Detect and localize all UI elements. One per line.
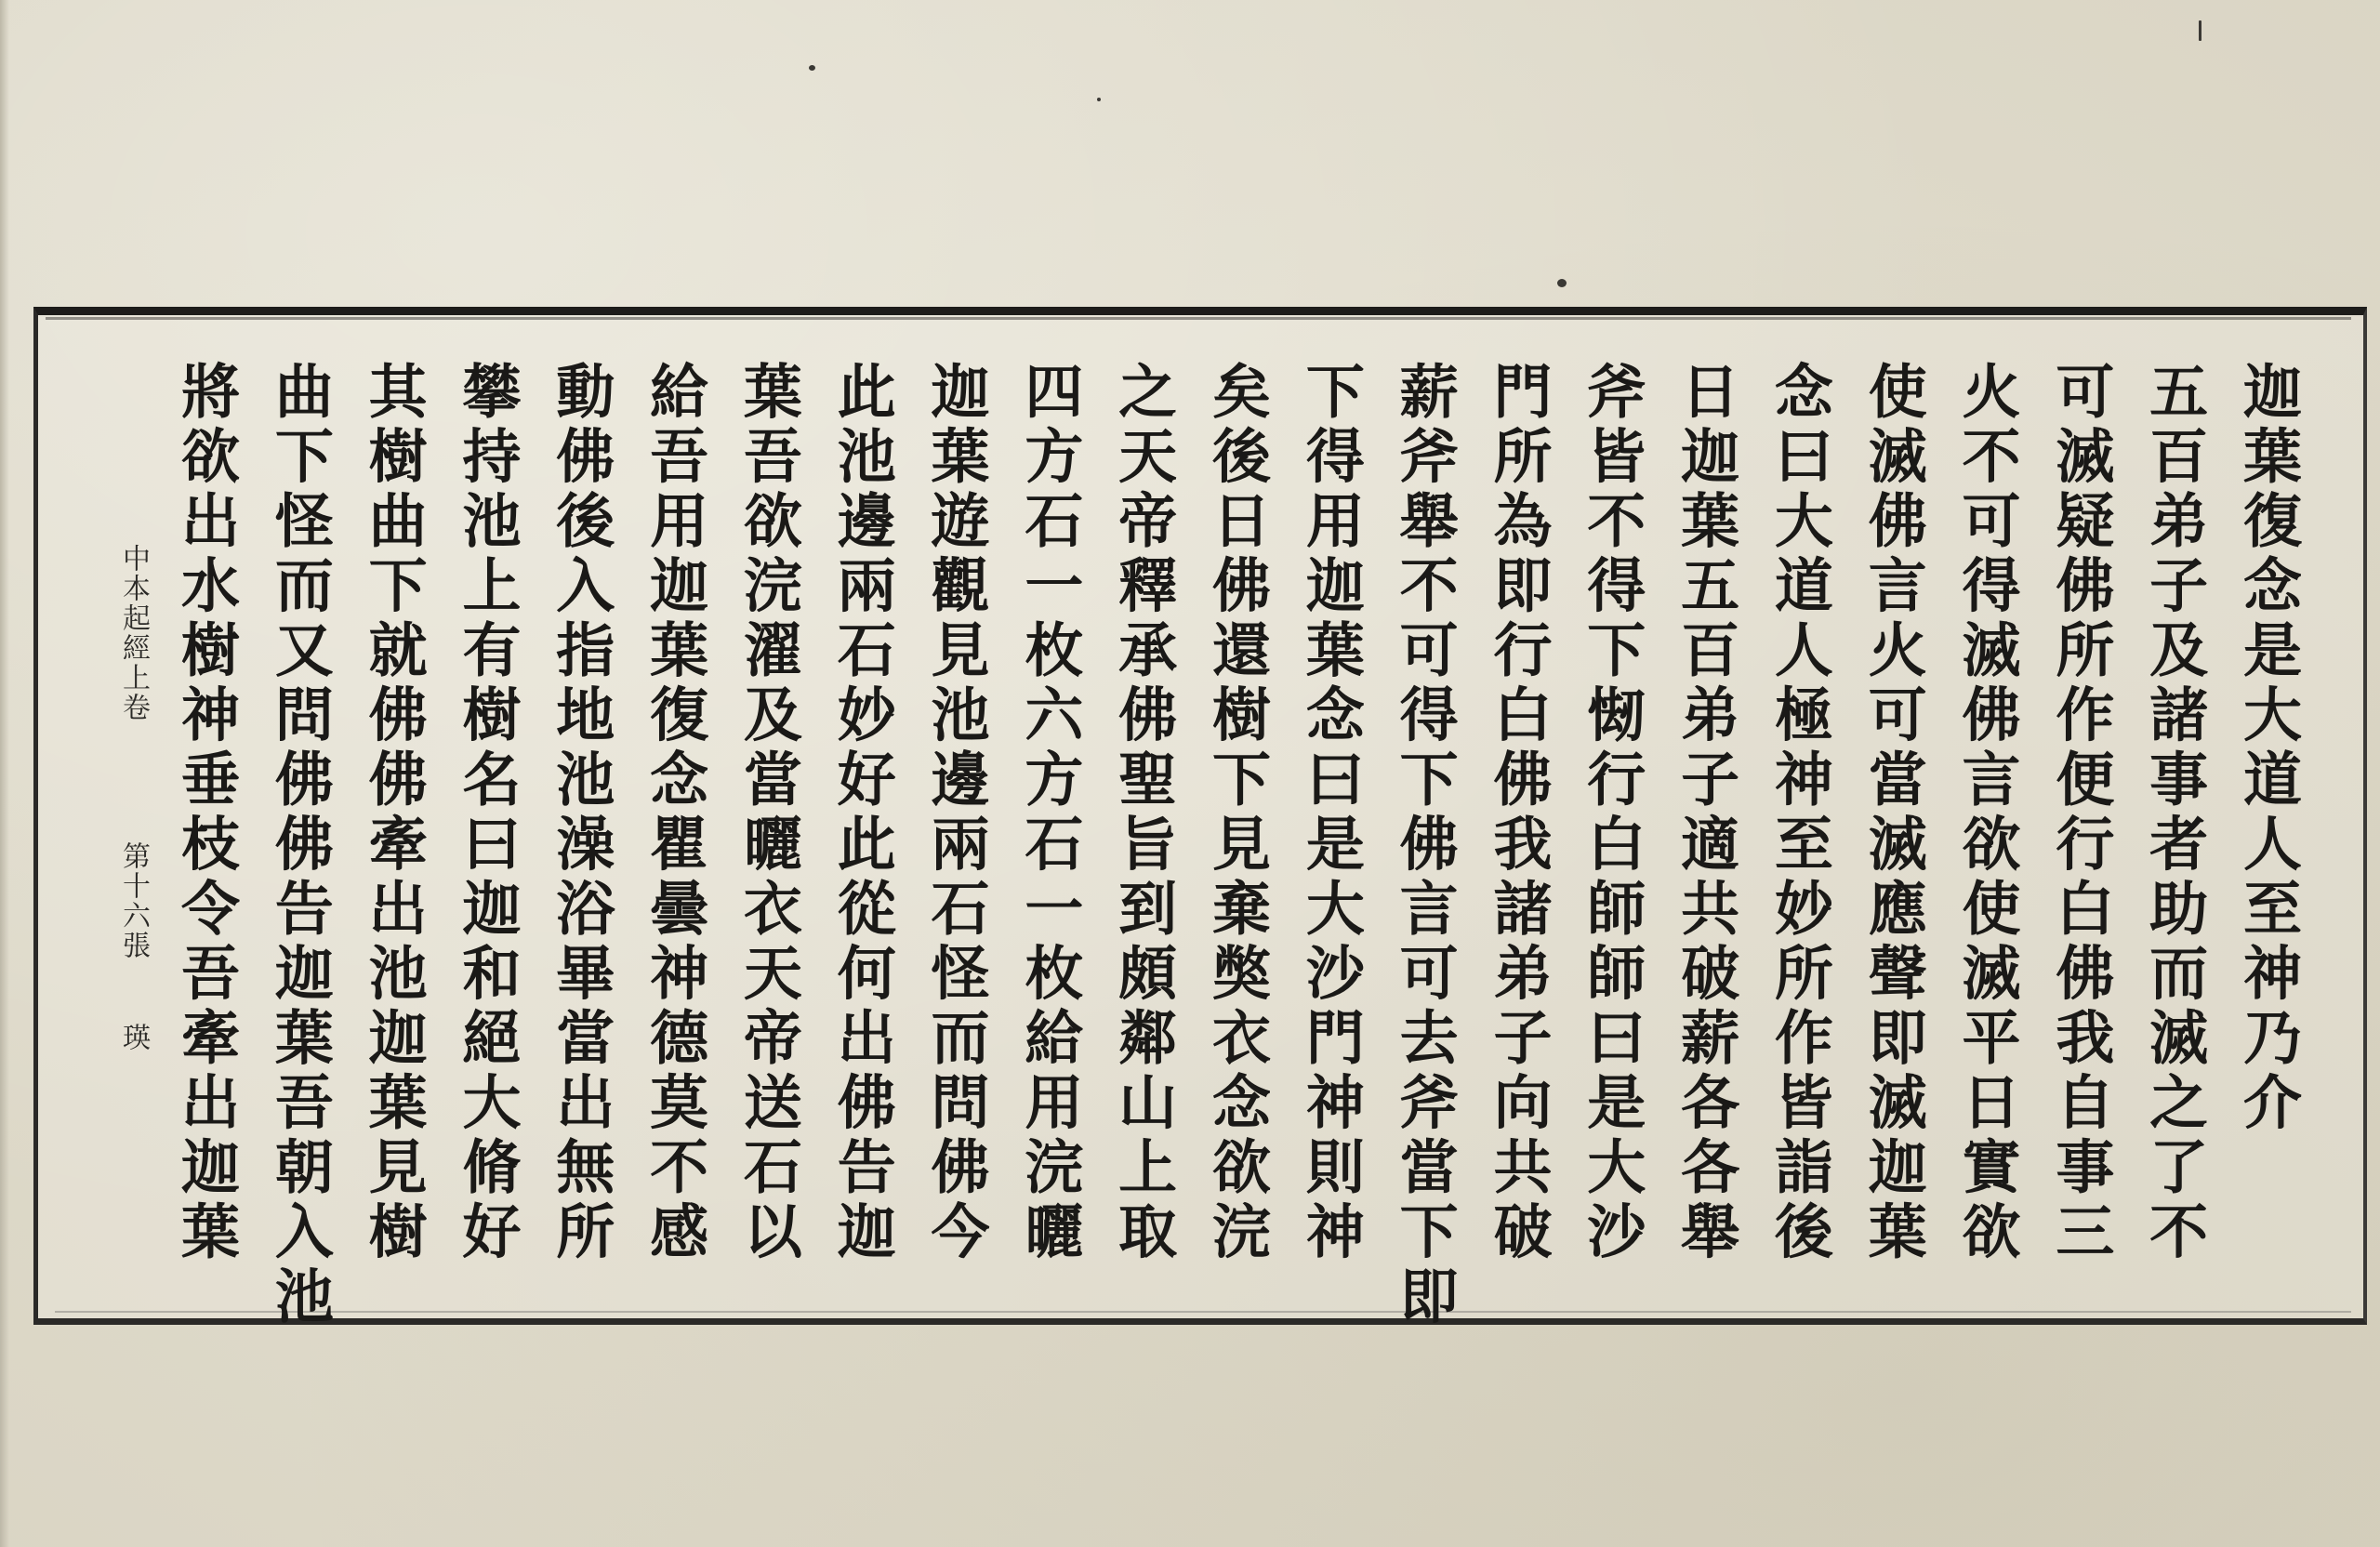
ink-speck <box>1557 279 1567 287</box>
text-column: 迦葉遊觀見池邊兩石怪而問佛今 <box>921 361 991 1265</box>
ink-speck <box>2199 20 2202 41</box>
text-column: 火不可得滅佛言欲使滅平日實欲 <box>1952 361 2022 1265</box>
text-column: 門所為即行白佛我諸弟子向共破 <box>1484 361 1554 1265</box>
text-column: 將欲出水樹神垂枝令吾牽出迦葉 <box>172 361 241 1265</box>
ink-speck <box>809 65 815 71</box>
text-column: 使滅佛言火可當滅應聲即滅迦葉 <box>1858 361 1928 1265</box>
text-column: 念曰大道人極神至妙所作皆詣後 <box>1765 361 1834 1265</box>
ink-speck <box>1097 98 1101 101</box>
text-column: 五百弟子及諸事者助而滅之了不 <box>2140 361 2210 1265</box>
text-column: 曲下怪而又問佛佛告迦葉吾朝入池 <box>265 361 335 1330</box>
text-column: 矣後日佛還樹下見棄獘衣念欲浣 <box>1203 361 1272 1265</box>
text-column: 動佛後入指地池澡浴畢當出無所 <box>547 361 616 1265</box>
text-column: 可滅疑佛所作便行白佛我自事三 <box>2046 361 2116 1265</box>
text-column: 此池邊兩石妙好此從何出佛告迦 <box>827 361 897 1265</box>
text-column: 給吾用迦葉復念瞿曇神德莫不感 <box>641 361 710 1265</box>
text-column: 攀持池上有樹名曰迦和絕大脩好 <box>453 361 522 1265</box>
page-edge-shadow <box>0 0 9 1547</box>
text-column: 四方石一枚六方石一枚給用浣曬 <box>1015 361 1085 1265</box>
text-column: 薪斧舉不可得下佛言可去斧當下即 <box>1390 361 1460 1330</box>
margin-title: 中本起經上卷 <box>117 544 150 722</box>
text-column: 斧皆不得下㥘行白師師曰是大沙 <box>1578 361 1647 1265</box>
text-column: 葉吾欲浣濯及當曬衣天帝送石以 <box>734 361 803 1265</box>
text-column: 之天帝釋承佛聖旨到頗鄰山上取 <box>1109 361 1179 1265</box>
text-column: 日迦葉五百弟子適共破薪各各舉 <box>1672 361 1741 1265</box>
text-column: 其樹曲下就佛佛牽出池迦葉見樹 <box>359 361 429 1265</box>
page-number: 第十六張 <box>117 841 150 960</box>
text-column: 迦葉復念是大道人至神乃介 <box>2234 361 2303 1136</box>
engraver-mark: 瑛 <box>117 1023 150 1052</box>
text-column: 下得用迦葉念曰是大沙門神則神 <box>1296 361 1366 1265</box>
